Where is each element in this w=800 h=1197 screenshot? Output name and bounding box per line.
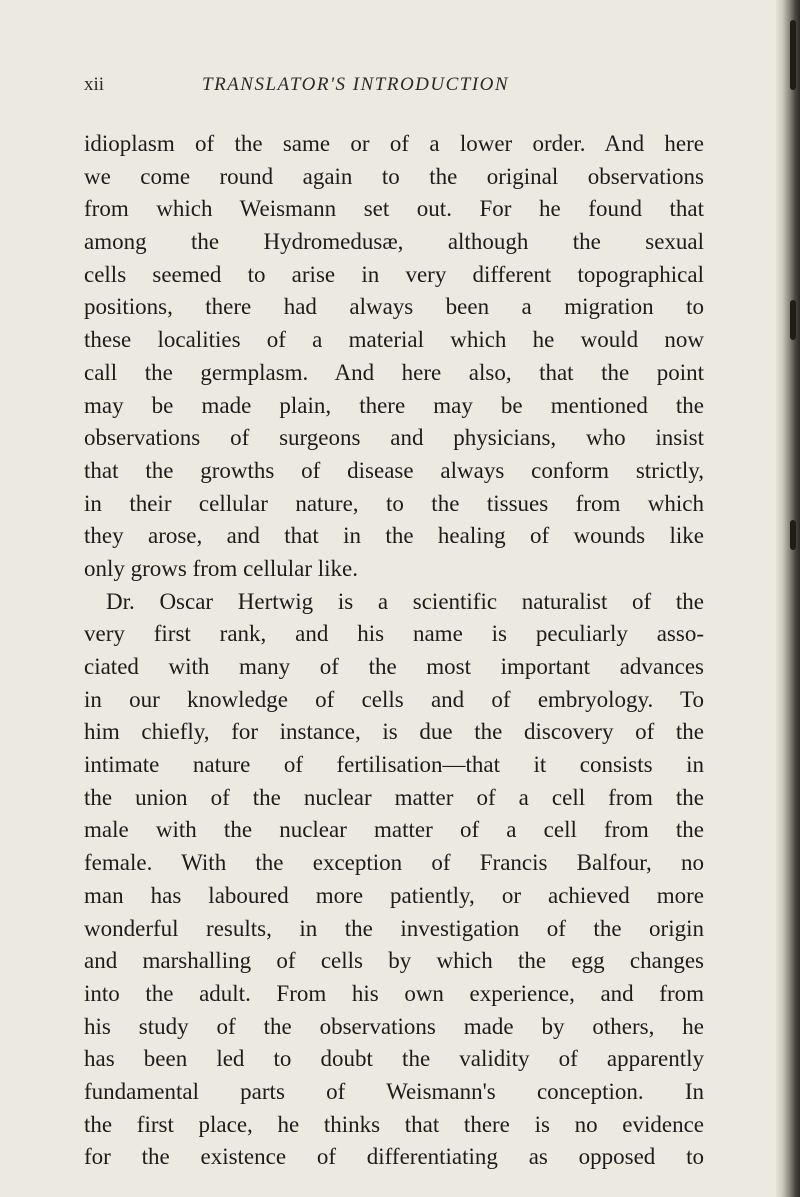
text-line: the union of the nuclear matter of a cell from the <box>84 784 704 810</box>
text-line: male with the nuclear matter of a cell from the <box>84 817 704 843</box>
text-line: has been led to doubt the validity of apparently <box>84 1046 704 1072</box>
page-header <box>84 74 704 104</box>
scan-edge-mark <box>790 300 796 340</box>
text-line: they arose, and that in the healing of wounds like <box>84 523 704 549</box>
scan-edge-mark <box>790 520 796 550</box>
page-number: xii <box>84 74 105 95</box>
text-line: female. With the exception of Francis Balfour, no <box>84 850 704 876</box>
text-line: him chiefly, for instance, is due the discovery of the <box>84 719 704 745</box>
text-line: into the adult. From his own experience, and from <box>84 980 704 1006</box>
text-line: observations of surgeons and physicians, who insist <box>84 425 704 451</box>
text-line: wonderful results, in the investigation of the origin <box>84 915 704 941</box>
text-line: we come round again to the original observations <box>84 163 704 189</box>
text-line: call the germplasm. And here also, that the point <box>84 359 704 385</box>
scan-edge-shadow <box>776 0 800 1197</box>
text-line: Dr. Oscar Hertwig is a scientific naturalist of the <box>106 588 704 614</box>
text-line: positions, there had always been a migration to <box>84 294 704 320</box>
text-line: his study of the observations made by others, he <box>84 1013 704 1039</box>
running-head: TRANSLATOR'S INTRODUCTION <box>202 74 510 95</box>
text-line: that the growths of disease always conform strictly, <box>84 457 704 483</box>
body-text <box>84 128 704 1174</box>
text-line: very first rank, and his name is peculiarly asso- <box>84 621 704 647</box>
text-line: for the existence of differentiating as opposed to <box>84 1144 704 1170</box>
text-line: these localities of a material which he would now <box>84 327 704 353</box>
text-line: in our knowledge of cells and of embryology. To <box>84 686 704 712</box>
text-line: the first place, he thinks that there is no evidence <box>84 1111 704 1137</box>
scan-edge-mark <box>790 20 796 90</box>
text-line: intimate nature of fertilisation—that it consists in <box>84 752 704 778</box>
text-line: and marshalling of cells by which the egg changes <box>84 948 704 974</box>
text-line: idioplasm of the same or of a lower order. And here <box>84 131 704 156</box>
text-line: man has laboured more patiently, or achieved more <box>84 882 704 908</box>
text-line: cells seemed to arise in very different topographical <box>84 261 704 287</box>
text-line: from which Weismann set out. For he found that <box>84 196 704 222</box>
text-line: in their cellular nature, to the tissues from which <box>84 490 704 516</box>
text-line: among the Hydromedusæ, although the sexual <box>84 229 704 255</box>
text-line: fundamental parts of Weismann's conception. In <box>84 1078 704 1104</box>
text-line: only grows from cellular like. <box>84 555 359 581</box>
text-line: may be made plain, there may be mentioned the <box>84 392 704 418</box>
text-line: ciated with many of the most important advances <box>84 654 704 679</box>
